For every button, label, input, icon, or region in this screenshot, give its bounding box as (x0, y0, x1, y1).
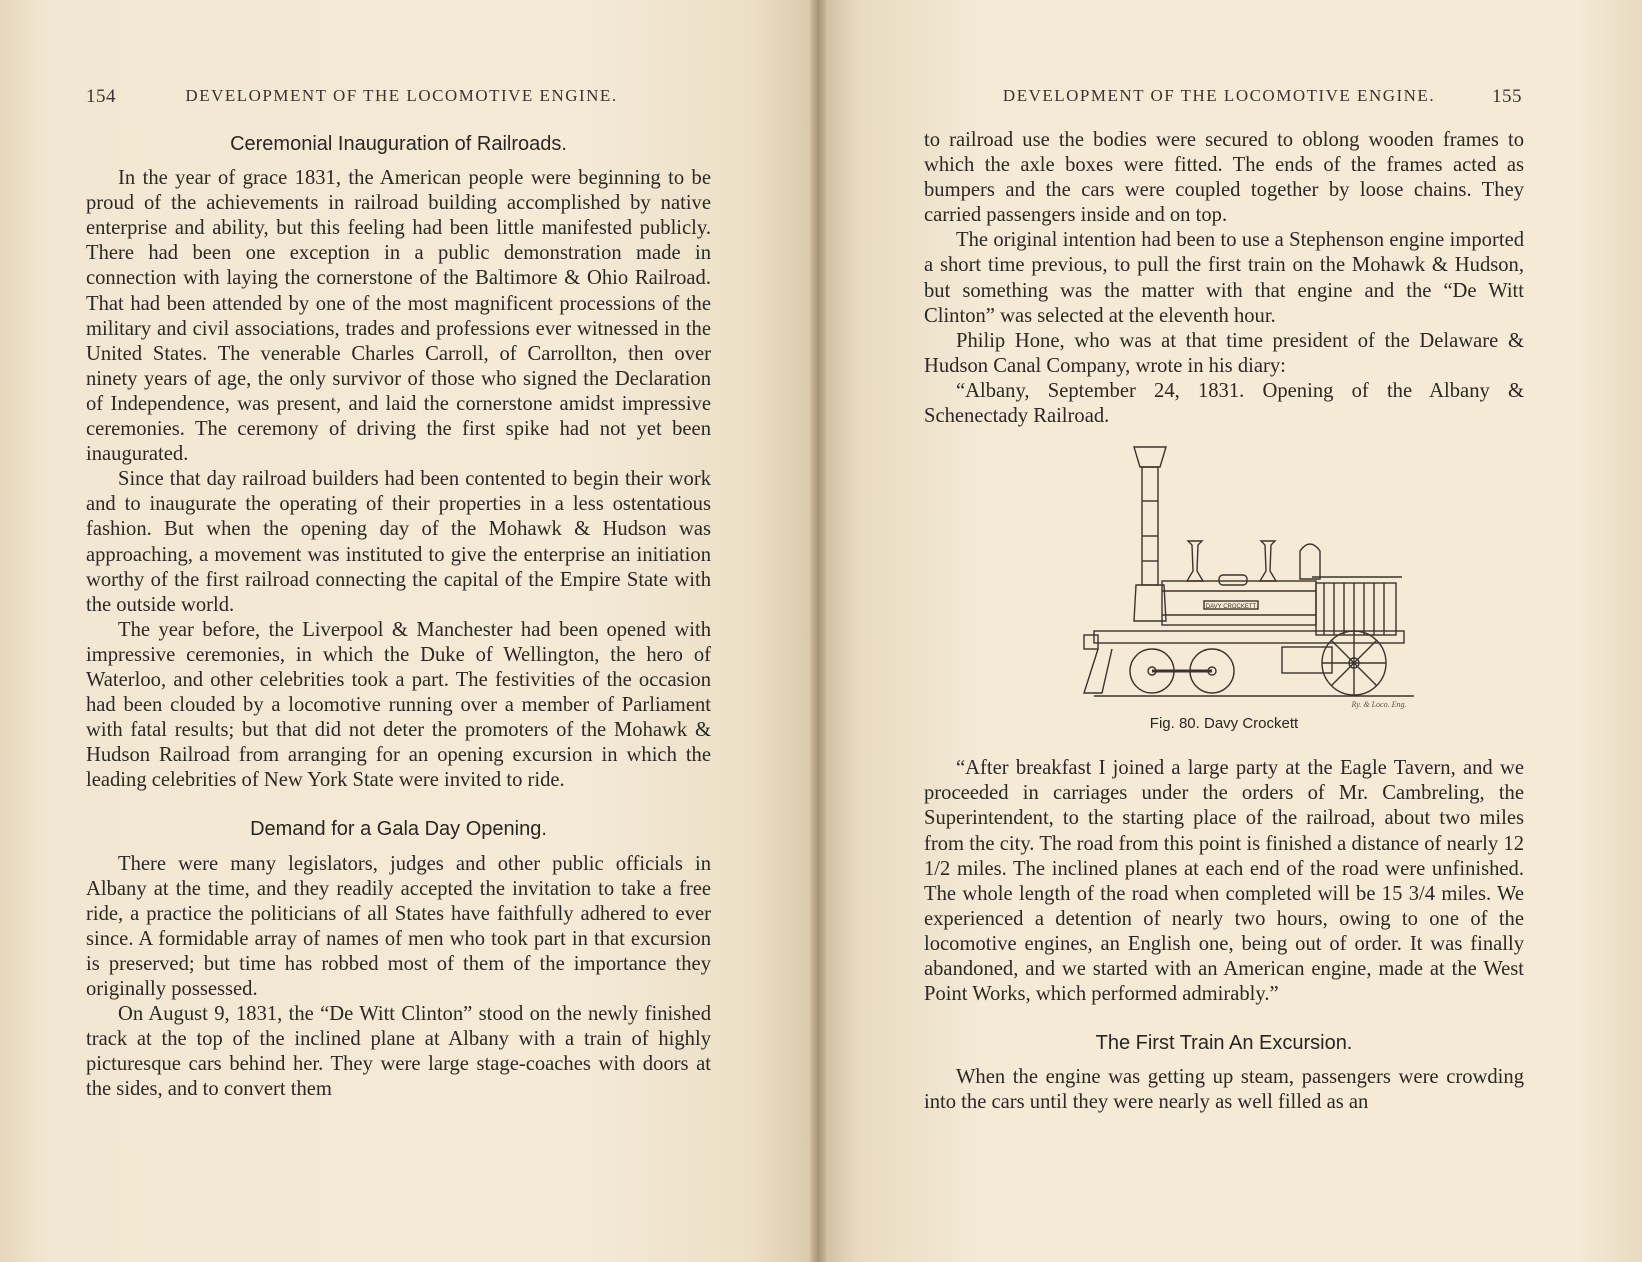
left-running-header (86, 86, 711, 108)
figure-credit: Ry. & Loco. Eng. (1351, 700, 1407, 710)
right-running-header (922, 86, 1522, 108)
paragraph: In the year of grace 1831, the American people were beginning to be proud of the achievements in railroad building accomplished by native enterprise and ability, but this feeling had been little manifested publicly. There had been one exception in a public demonstration made in connection with laying the cornerstone of the Baltimore & Ohio Railroad. That had been attended by one of the most magnificent processions of the military and civil associations, trades and professions ever witnessed in the United States. The venerable Charles Carroll, of Carrollton, then over ninety years of age, the only survivor of those who signed the Declaration of Independence, was present, and laid the cornerstone amidst impressive ceremonies. The ceremony of driving the first spike had not yet been inaugurated. (86, 167, 711, 466)
engine-nameplate: DAVY CROCKETT (1205, 604, 1257, 611)
paragraph: When the engine was getting up steam, passengers were crowding into the cars until they were nearly as well filled as an (924, 1066, 1524, 1114)
paragraph-continuation: to railroad use the bodies were secured to oblong wooden frames to which the axle boxes were fitted. The ends of the frames acted as bumpers and the cars were coupled together by loose chains. They carried passengers inside and on top. (924, 129, 1524, 227)
paragraph: “Albany, September 24, 1831. Opening of the Albany & Schenectady Railroad. (924, 379, 1524, 428)
locomotive-illustration (1054, 441, 1407, 710)
paragraph: Since that day railroad builders had been contented to begin their work and to inaugurate the operating of their properties in a less ostentatious fashion. But when the opening day of the Mohawk & Hudson was approaching, a movement was instituted to give the enterprise an initiation worthy of the first railroad connecting the capital of the Empire State with the outside world. (86, 468, 711, 616)
section-heading-gala-day: Demand for a Gala Day Opening. (250, 818, 547, 841)
paragraph: The original intention had been to use a Stephenson engine imported a short time previous, to pull the first train on the Mohawk & Hudson, but something was the matter with that engine and the “De Witt Clinton” was selected at the eleventh hour. (924, 229, 1524, 327)
paragraph: The year before, the Liverpool & Manchester had been opened with impressive ceremonies, in which the Duke of Wellington, the hero of Waterloo, and other celebrities took a part. The festivities of the occasion had been clouded by a locomotive running over a member of Parliament with fatal results; but that did not deter the promoters of the Mohawk & Hudson Railroad from arranging for an opening excursion in which the leading celebrities of New York State were invited to ride. (86, 618, 711, 792)
book-gutter (810, 0, 826, 1262)
paragraph: On August 9, 1831, the “De Witt Clinton” stood on the newly finished track at the top of the inclined plane at Albany with a train of highly picturesque cars behind her. They were large stage-coaches with doors at the sides, and to convert them (86, 1003, 711, 1101)
figure-caption: Fig. 80. Davy Crockett (1149, 715, 1299, 733)
right-page-number: 155 (1492, 86, 1522, 107)
right-page (818, 0, 1642, 1262)
paragraph: Philip Hone, who was at that time president of the Delaware & Hudson Canal Company, wrote in his diary: (924, 329, 1524, 377)
left-page (0, 0, 818, 1262)
paragraph: There were many legislators, judges and other public officials in Albany at the time, and they readily accepted the invitation to take a free ride, a practice the politicians of all States have faithfully adhered to ever since. A formidable array of names of men who took part in that excursion is preserved; but time has robbed most of them of the importance they originally possessed. (86, 852, 711, 1000)
section-heading-ceremonial: Ceremonial Inauguration of Railroads. (230, 133, 567, 155)
left-page-text (86, 128, 711, 1102)
section-heading-first-train: The First Train An Excursion. (1095, 1032, 1353, 1055)
left-running-head: DEVELOPMENT OF THE LOCOMOTIVE ENGINE. (185, 86, 618, 105)
left-page-number: 154 (86, 86, 116, 107)
paragraph: “After breakfast I joined a large party at the Eagle Tavern, and we proceeded in carriages under the orders of Mr. Cambreling, the Superintendent, to the starting place of the railroad, about two miles from the city. The road from this point is finished a distance of nearly 12 1/2 miles. The inclined planes at each end of the road were unfinished. The whole length of the road when completed will be 15 3/4 miles. We experienced a detention of nearly two hours, owing to one of the locomotive engines, an English one, being out of order. It was finally abandoned, and we started with an American engine, made at the West Point Works, which performed admirably.” (924, 757, 1524, 1006)
right-page-text (924, 128, 1524, 1115)
right-running-head: DEVELOPMENT OF THE LOCOMOTIVE ENGINE. (1002, 86, 1436, 105)
figure-davy-crockett (924, 441, 1524, 736)
